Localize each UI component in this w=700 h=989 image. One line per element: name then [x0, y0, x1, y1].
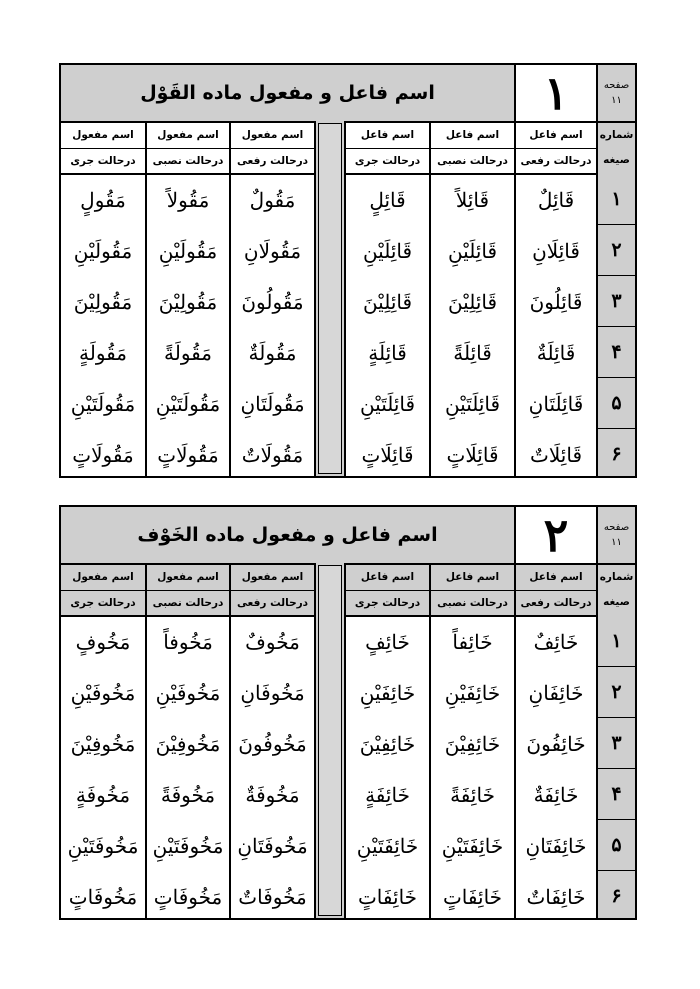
page-box [598, 507, 635, 563]
row-number: ۴ [598, 768, 635, 820]
fail-raf-column [516, 173, 596, 476]
word-cell: قَائِلَةٌ [536, 340, 576, 365]
word-cell: قَائِلَيْنِ [362, 238, 413, 263]
row-label-line1: شماره [599, 129, 634, 141]
word-cell: قَائِلِيْنَ [362, 289, 413, 314]
word-cell: خَائِفَاتٌ [526, 884, 586, 909]
word-cell: خَائِفٍ [365, 629, 410, 654]
word-cell: قَائِلٍ [369, 187, 406, 212]
table-header [61, 65, 635, 123]
row-number: ٢ [598, 224, 635, 276]
word-cell: خَائِفَةٌ [533, 782, 579, 807]
word-cell: مَخُوفٌ [245, 629, 300, 654]
column-header-line2: درحالت نصبی [152, 154, 224, 167]
word-cell: مَخُوفَتَيْنِ [67, 833, 139, 858]
fail-jarr-column [346, 615, 429, 918]
word-cell: مَقُولَتَانِ [240, 391, 305, 416]
word-cell: قَائِلَتَانِ [528, 391, 584, 416]
column-header-line2: درحالت نصبی [437, 596, 508, 609]
word-cell: قَائِلِيْنَ [447, 289, 498, 314]
page-box [598, 65, 635, 121]
column-header-line2: درحالت جری [354, 154, 421, 167]
column-header [516, 123, 596, 175]
word-cell: مَقُولَاتٍ [157, 442, 219, 467]
word-cell: مَقُولَتَيْنِ [70, 391, 136, 416]
row-number: ۵ [598, 819, 635, 871]
page-number: ١١ [611, 95, 622, 106]
word-cell: مَقُولَاتٌ [241, 442, 304, 467]
maf-ul-nasb-column [147, 615, 229, 918]
word-cell: خَائِفَانِ [528, 680, 584, 705]
word-cell: مَخُوفَيْنِ [155, 680, 221, 705]
word-cell: مَقُولَةٍ [79, 340, 127, 365]
word-cell: قَائِلَتَيْنِ [359, 391, 416, 416]
row-number: ۶ [611, 884, 622, 907]
column-header [147, 123, 229, 175]
fail-jarr-column [346, 173, 429, 476]
word-cell: مَخُوفَةٍ [75, 782, 131, 807]
word-cell: قَائِلَاتٍ [361, 442, 414, 467]
word-cell: مَخُوفَةٌ [245, 782, 300, 807]
row-label-header [598, 565, 635, 617]
row-label-line2: صیغه [603, 154, 630, 166]
column-header [346, 565, 429, 617]
row-number: ٣ [598, 275, 635, 327]
word-cell: مَخُوفُونَ [238, 731, 307, 756]
word-cell: قَائِلَاتٌ [530, 442, 582, 467]
column-header-line2: درحالت نصبی [152, 596, 224, 609]
word-cell: مَقُولَيْنِ [73, 238, 133, 263]
page-label: صفحه [603, 522, 630, 533]
word-cell: خَائِفَتَيْنِ [441, 833, 504, 858]
word-cell: مَخُوفَاتٍ [68, 884, 138, 909]
table-number: ٢ [516, 507, 598, 563]
column-header [61, 123, 145, 175]
column-header-line1: اسم فاعل [516, 123, 596, 149]
row-number-column [598, 615, 635, 918]
column-header-line2: درحالت رفعی [236, 154, 309, 167]
column-header [147, 565, 229, 617]
column-header-line2: درحالت نصبی [437, 154, 508, 167]
table-title: اسم فاعل و مفعول ماده القَوْل [61, 65, 516, 121]
column-header-line1: اسم فاعل [346, 565, 429, 591]
maf-ul-raf-column [231, 615, 314, 918]
word-cell: مَقُولَةً [164, 340, 212, 365]
column-header-line2: درحالت رفعی [520, 154, 592, 167]
column-header-line1: اسم مفعول [231, 565, 314, 591]
conjugation-table-qawl [59, 63, 637, 478]
word-cell: خَائِفَيْنِ [444, 680, 501, 705]
word-cell: مَقُولِيْنَ [73, 289, 133, 314]
column-header [431, 565, 514, 617]
column-header-line1: اسم فاعل [516, 565, 596, 591]
word-cell: خَائِفِيْنَ [444, 731, 501, 756]
column-header-line1: اسم مفعول [61, 565, 145, 591]
column-header [431, 123, 514, 175]
word-cell: مَقُولَانِ [243, 238, 302, 263]
word-cell: قَائِلَةٍ [368, 340, 407, 365]
word-cell: قَائِلَاتٍ [446, 442, 499, 467]
row-number: ١ [598, 615, 635, 667]
fail-nasb-column [431, 173, 514, 476]
column-header-line2: درحالت رفعی [236, 596, 309, 609]
word-cell: قَائِلاً [455, 187, 490, 212]
word-cell: مَقُولَاتٍ [72, 442, 134, 467]
word-cell: مَخُوفِيْنَ [70, 731, 136, 756]
word-cell: قَائِلُونَ [529, 289, 583, 314]
column-header [516, 565, 596, 617]
word-cell: مَخُوفَاتٌ [238, 884, 307, 909]
row-number: ١ [598, 173, 635, 225]
column-header-line2: درحالت رفعی [520, 596, 592, 609]
maf-ul-jarr-column [61, 615, 145, 918]
row-label-line2: صیغه [603, 596, 630, 608]
row-number: ۵ [598, 377, 635, 429]
word-cell: مَقُولَيْنِ [158, 238, 218, 263]
row-number: ۴ [598, 326, 635, 378]
column-header [231, 123, 314, 175]
word-cell: خَائِفُونَ [526, 731, 586, 756]
maf-ul-nasb-column [147, 173, 229, 476]
word-cell: مَقُولاً [166, 187, 210, 212]
word-cell: مَقُولَةٌ [248, 340, 297, 365]
column-header-line1: اسم مفعول [147, 123, 229, 149]
word-cell: مَقُولُونَ [241, 289, 304, 314]
word-cell: قَائِلَتَيْنِ [444, 391, 501, 416]
word-cell: خَائِفَتَانِ [525, 833, 587, 858]
page-label: صفحه [603, 80, 630, 91]
column-header [231, 565, 314, 617]
page-number: ١١ [611, 537, 622, 548]
column-header [346, 123, 429, 175]
word-cell: قَائِلَانِ [532, 238, 580, 263]
word-cell: خَائِفَاتٍ [357, 884, 418, 909]
row-number: ٣ [598, 717, 635, 769]
word-cell: مَقُولٌ [249, 187, 296, 212]
column-header-line2: درحالت جری [70, 154, 136, 167]
word-cell: قَائِلَيْنِ [447, 238, 498, 263]
word-cell: خَائِفاً [452, 629, 493, 654]
word-cell: مَخُوفِيْنَ [155, 731, 221, 756]
word-cell: خَائِفَةً [450, 782, 495, 807]
word-cell: خَائِفَيْنِ [359, 680, 416, 705]
column-header-line2: درحالت جری [70, 596, 136, 609]
word-cell: خَائِفَتَيْنِ [356, 833, 419, 858]
column-header-line1: اسم مفعول [61, 123, 145, 149]
row-number: ۶ [611, 442, 622, 465]
word-cell: خَائِفَاتٍ [442, 884, 503, 909]
separator-column [314, 121, 346, 476]
word-cell: مَخُوفَاتٍ [153, 884, 223, 909]
word-cell: مَقُولَتَيْنِ [155, 391, 221, 416]
word-cell: خَائِفَةٍ [365, 782, 410, 807]
word-cell: قَائِلٌ [537, 187, 575, 212]
table-number: ١ [516, 65, 598, 121]
column-header-line1: اسم فاعل [431, 123, 514, 149]
word-cell: مَخُوفَةً [160, 782, 216, 807]
maf-ul-raf-column [231, 173, 314, 476]
column-header-line1: اسم فاعل [346, 123, 429, 149]
word-cell: مَقُولِيْنَ [158, 289, 218, 314]
column-header-line1: اسم مفعول [147, 565, 229, 591]
table-title: اسم فاعل و مفعول ماده الخَوْف [61, 507, 516, 563]
fail-nasb-column [431, 615, 514, 918]
word-cell: مَخُوفاً [163, 629, 213, 654]
column-header-line1: اسم مفعول [231, 123, 314, 149]
row-number: ٢ [598, 666, 635, 718]
maf-ul-jarr-column [61, 173, 145, 476]
table-header [61, 507, 635, 565]
word-cell: خَائِفِيْنَ [359, 731, 416, 756]
word-cell: مَخُوفَتَانِ [237, 833, 308, 858]
word-cell: خَائِفٌ [533, 629, 579, 654]
column-header-line1: اسم فاعل [431, 565, 514, 591]
word-cell: مَقُولٍ [80, 187, 126, 212]
fail-raf-column [516, 615, 596, 918]
column-header [61, 565, 145, 617]
word-cell: مَخُوفٍ [75, 629, 131, 654]
word-cell: مَخُوفَتَيْنِ [152, 833, 224, 858]
row-number-column [598, 173, 635, 476]
row-label-line1: شماره [599, 571, 634, 583]
separator-column [314, 563, 346, 918]
word-cell: مَخُوفَانِ [240, 680, 305, 705]
row-label-header [598, 123, 635, 175]
word-cell: قَائِلَةً [453, 340, 492, 365]
word-cell: مَخُوفَيْنِ [70, 680, 136, 705]
conjugation-table-khawf [59, 505, 637, 920]
column-header-line2: درحالت جری [354, 596, 421, 609]
